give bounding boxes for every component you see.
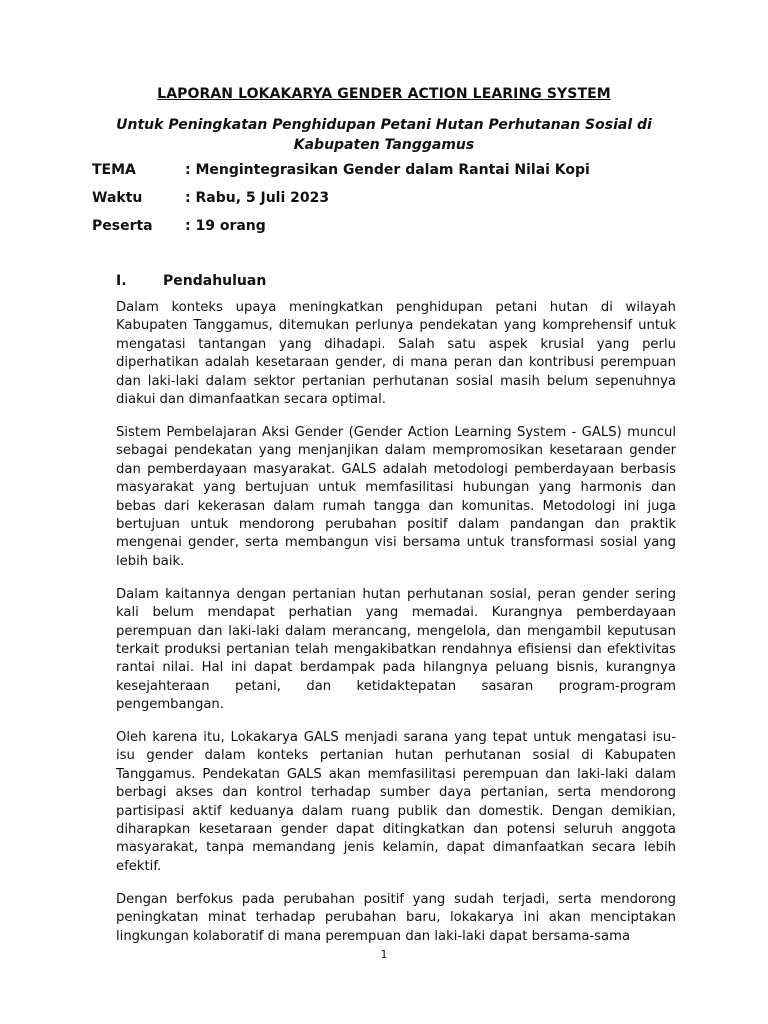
- meta-label: Peserta: [92, 218, 153, 234]
- paragraph: Sistem Pembelajaran Aksi Gender (Gender Action Learning System - GALS) muncul sebagai pendekatan yang menjanjikan dalam mempromosikan kesetaraan gender dan pemberdayaan masyarakat. GALS adalah metodologi pemberdayaan berbasis masyarakat yang bertujuan untuk memfasilitasi hubungan yang harmonis dan bebas dari kekerasan dalam rumah tangga dan komunitas. Metodologi ini juga bertujuan untuk mendorong perubahan positif dalam pandangan dan praktik mengenai gender, serta membangun visi bersama untuk transformasi sosial yang lebih baik.: [116, 424, 676, 569]
- body-text: [116, 299, 676, 961]
- section-title: Pendahuluan: [163, 273, 267, 289]
- document-title: LAPORAN LOKAKARYA GENDER ACTION LEARING SYSTEM: [157, 86, 611, 102]
- paragraph: Dalam kaitannya dengan pertanian hutan perhutanan sosial, peran gender sering kali belum mendapat perhatian yang memadai. Kurangnya pemberdayaan perempuan dan laki-laki dalam merancang, mengelola, dan mengambil keputusan terkait produksi pertanian telah mengakibatkan rendahnya efisiensi dan efektivitas rantai nilai. Hal ini dapat berdampak pada hilangnya peluang bisnis, kurangnya kesejahteraan petani, dan ketidaktepatan sasaran program-program pengembangan.: [116, 586, 676, 713]
- document-subtitle: Untuk Peningkatan Penghidupan Petani Hutan Perhutanan Sosial di Kabupaten Tanggamus: [116, 117, 652, 153]
- meta-label: Waktu: [92, 190, 143, 206]
- page-number: 1: [380, 948, 388, 961]
- meta-value: : Mengintegrasikan Gender dalam Rantai Nilai Kopi: [185, 162, 590, 178]
- paragraph: Dalam konteks upaya meningkatkan penghidupan petani hutan di wilayah Kabupaten Tanggamus, ditemukan perlunya pendekatan yang komprehensif untuk mengatasi tantangan yang dihadapi. Salah satu aspek krusial yang perlu diperhatikan adalah kesetaraan gender, di mana peran dan kontribusi perempuan dan laki-laki dalam sektor pertanian perhutanan sosial masih belum sepenuhnya diakui dan dimanfaatkan secara optimal.: [116, 300, 676, 408]
- meta-value: : 19 orang: [185, 218, 266, 234]
- section-number: I.: [116, 273, 127, 289]
- meta-label: TEMA: [92, 162, 136, 178]
- meta-value: : Rabu, 5 Juli 2023: [185, 190, 330, 206]
- paragraph: Oleh karena itu, Lokakarya GALS menjadi sarana yang tepat untuk mengatasi isu-isu gender dalam konteks pertanian hutan perhutanan sosial di Kabupaten Tanggamus. Pendekatan GALS akan memfasilitasi perempuan dan laki-laki dalam berbagi akses dan kontrol terhadap sumber daya pertanian, serta mendorong partisipasi aktif keduanya dalam ruang publik dan domestik. Dengan demikian, diharapkan kesetaraan gender dapat ditingkatkan dan potensi seluruh anggota masyarakat, tanpa memandang jenis kelamin, dapat dimanfaatkan secara lebih efektif.: [116, 730, 676, 874]
- paragraph: Dengan berfokus pada perubahan positif yang sudah terjadi, serta mendorong peningkatan minat terhadap perubahan baru, lokakarya ini akan menciptakan lingkungan kolaboratif di mana perempuan dan laki-laki dapat bersama-sama: [116, 891, 676, 944]
